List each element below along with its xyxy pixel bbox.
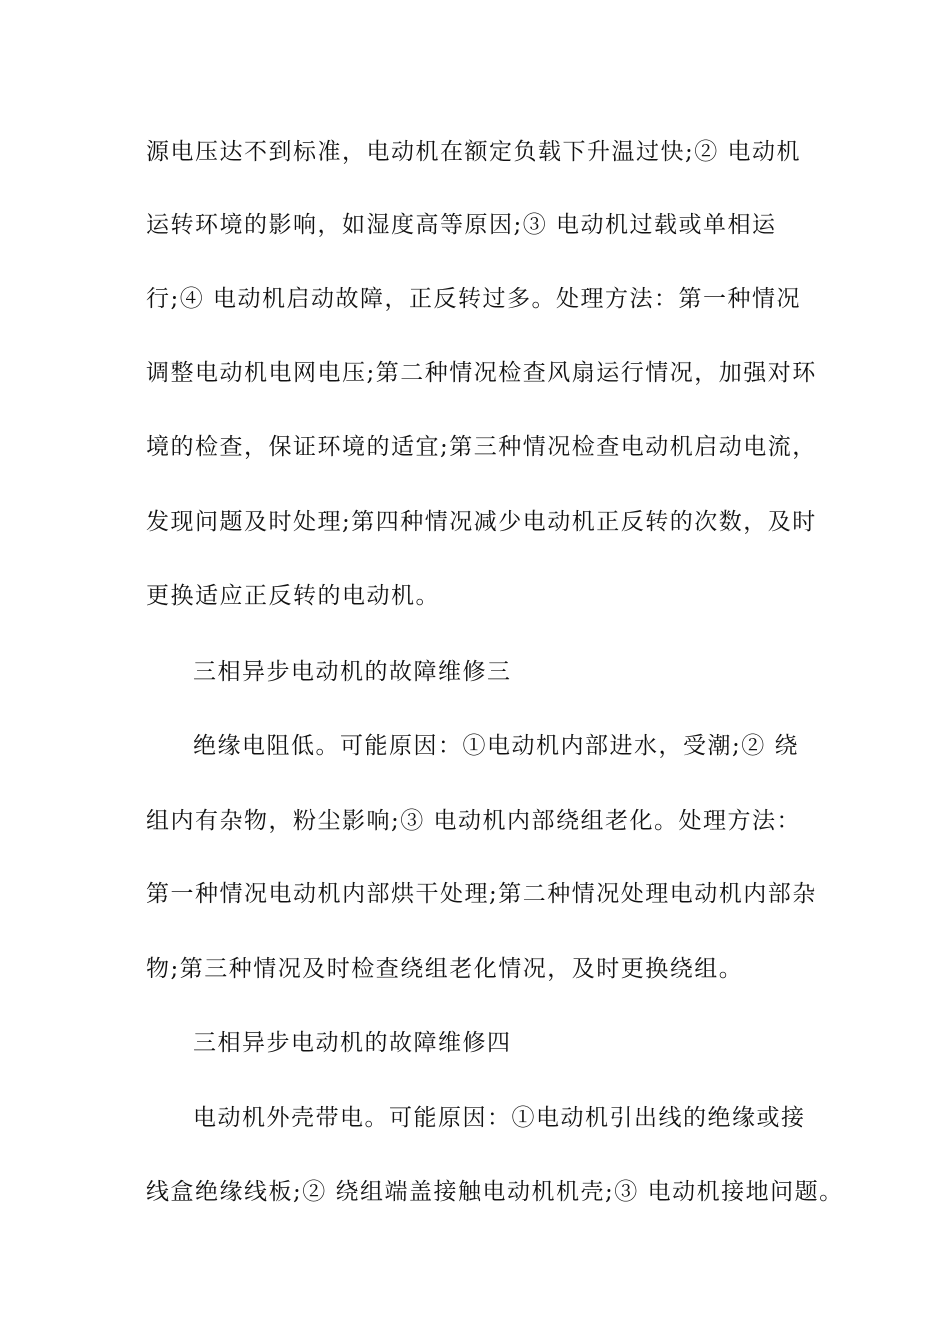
text-line: 线盒绝缘线板;② 绕组端盖接触电动机机壳;③ 电动机接地问题。 [146,1179,844,1205]
section-heading: 三相异步电动机的故障维修四 [193,1030,512,1056]
text-line: 行;④ 电动机启动故障，正反转过多。处理方法：第一种情况 [146,286,802,312]
text-line: 发现问题及时处理;第四种情况减少电动机正反转的次数，及时 [146,509,817,535]
text-line: 源电压达不到标准，电动机在额定负载下升温过快;② 电动机 [146,139,802,165]
text-line: 物;第三种情况及时检查绕组老化情况，及时更换绕组。 [146,956,744,982]
text-line: 第一种情况电动机内部烘干处理;第二种情况处理电动机内部杂 [146,881,817,907]
text-line: 组内有杂物，粉尘影响;③ 电动机内部绕组老化。处理方法： [146,808,802,834]
text-line: 运转环境的影响，如湿度高等原因;③ 电动机过载或单相运 [146,212,777,238]
text-line: 电动机外壳带电。可能原因：①电动机引出线的绝缘或接 [193,1105,806,1131]
text-line: 境的检查，保证环境的适宜;第三种情况检查电动机启动电流， [146,434,817,460]
section-heading: 三相异步电动机的故障维修三 [193,659,512,685]
text-line: 更换适应正反转的电动机。 [146,583,440,609]
text-line: 调整电动机电网电压;第二种情况检查风扇运行情况，加强对环 [146,360,817,386]
text-line: 绝缘电阻低。可能原因：①电动机内部进水，受潮;② 绕 [193,733,800,759]
